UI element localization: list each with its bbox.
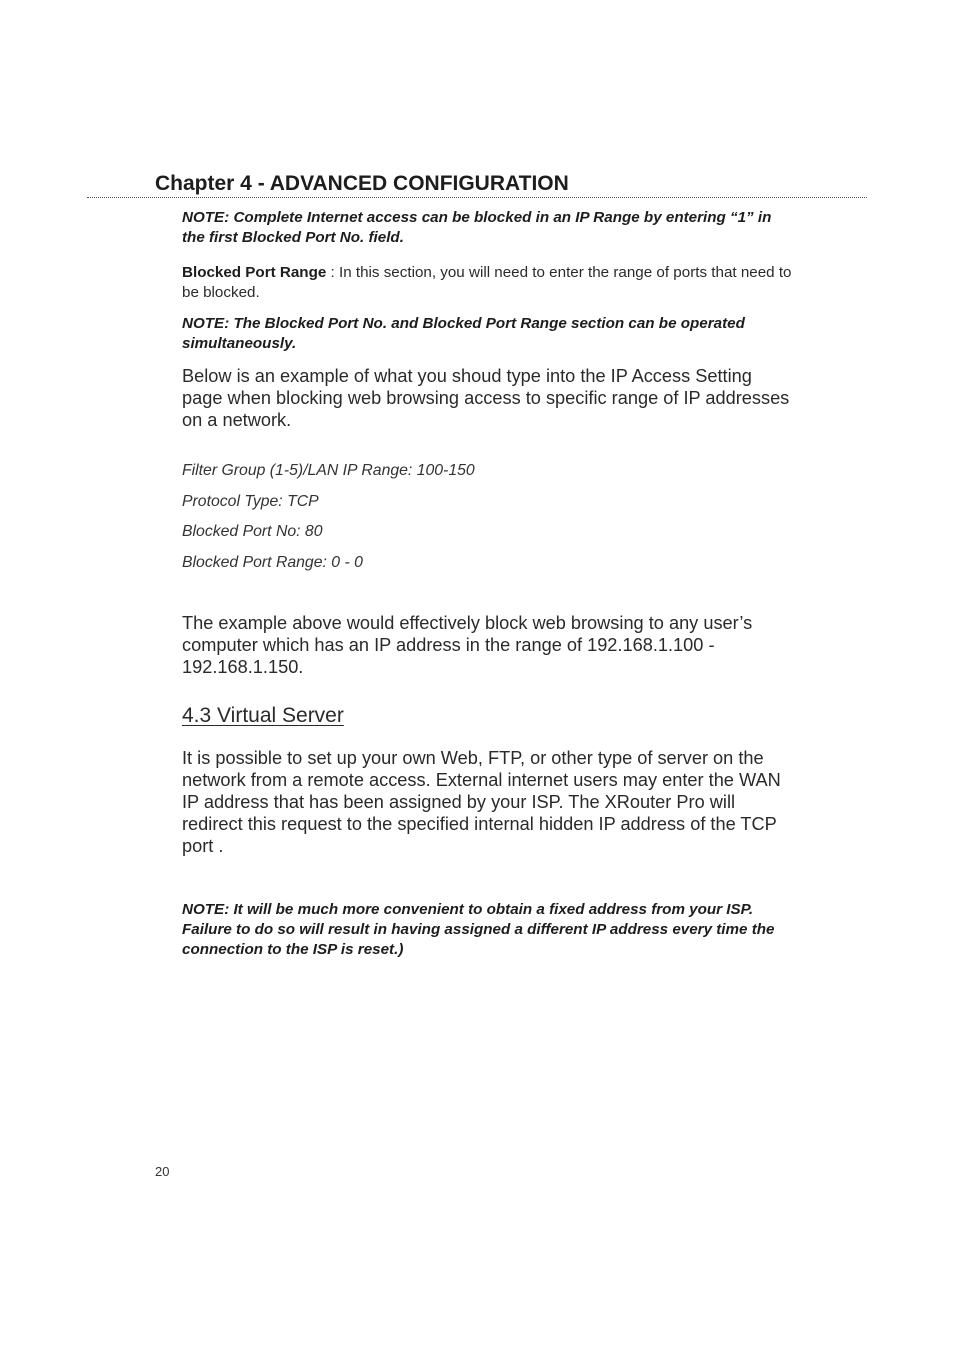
- example-line-blocked-port-range: Blocked Port Range: 0 - 0: [182, 554, 363, 571]
- page-number: 20: [155, 1164, 170, 1179]
- virtual-server-paragraph: It is possible to set up your own Web, FTP, or other type of server on the network from a remote access. External internet users may enter the WAN IP address that has been assigned by your ISP. The XRouter Pro will redirect this request to the specified internal hidden IP address of the TCP port .: [182, 748, 781, 856]
- example-result-paragraph: The example above would effectively block web browsing to any user’s computer which has an IP address in the range of 192.168.1.100 - 192.168.1.150.: [182, 613, 753, 677]
- note-simultaneous: NOTE: The Blocked Port No. and Blocked Port Range section can be operated simultaneously.: [182, 315, 745, 352]
- example-intro-paragraph: Below is an example of what you shoud type into the IP Access Setting page when blocking web browsing access to specific range of IP addresses on a network.: [182, 366, 790, 430]
- example-line-protocol-type: Protocol Type: TCP: [182, 493, 319, 510]
- blocked-port-range-paragraph: [182, 263, 794, 303]
- chapter-title: Chapter 4 - ADVANCED CONFIGURATION: [155, 172, 569, 195]
- example-line-filter-group: Filter Group (1-5)/LAN IP Range: 100-150: [182, 462, 475, 479]
- blocked-port-range-term: Blocked Port Range: [182, 264, 327, 281]
- header-divider: [87, 197, 867, 198]
- section-heading-virtual-server: 4.3 Virtual Server: [182, 704, 344, 727]
- example-line-blocked-port-no: Blocked Port No: 80: [182, 523, 323, 540]
- blocked-port-range-desc: : In this section, you will need to enter the range of ports that need to be blocked.: [182, 264, 792, 301]
- note-fixed-address: NOTE: It will be much more convenient to obtain a fixed address from your ISP. Failure to do so will result in having assigned a different IP address every time the connection to the ISP is reset.): [182, 901, 775, 958]
- note-complete-access: NOTE: Complete Internet access can be blocked in an IP Range by entering “1” in the first Blocked Port No. field.: [182, 209, 772, 246]
